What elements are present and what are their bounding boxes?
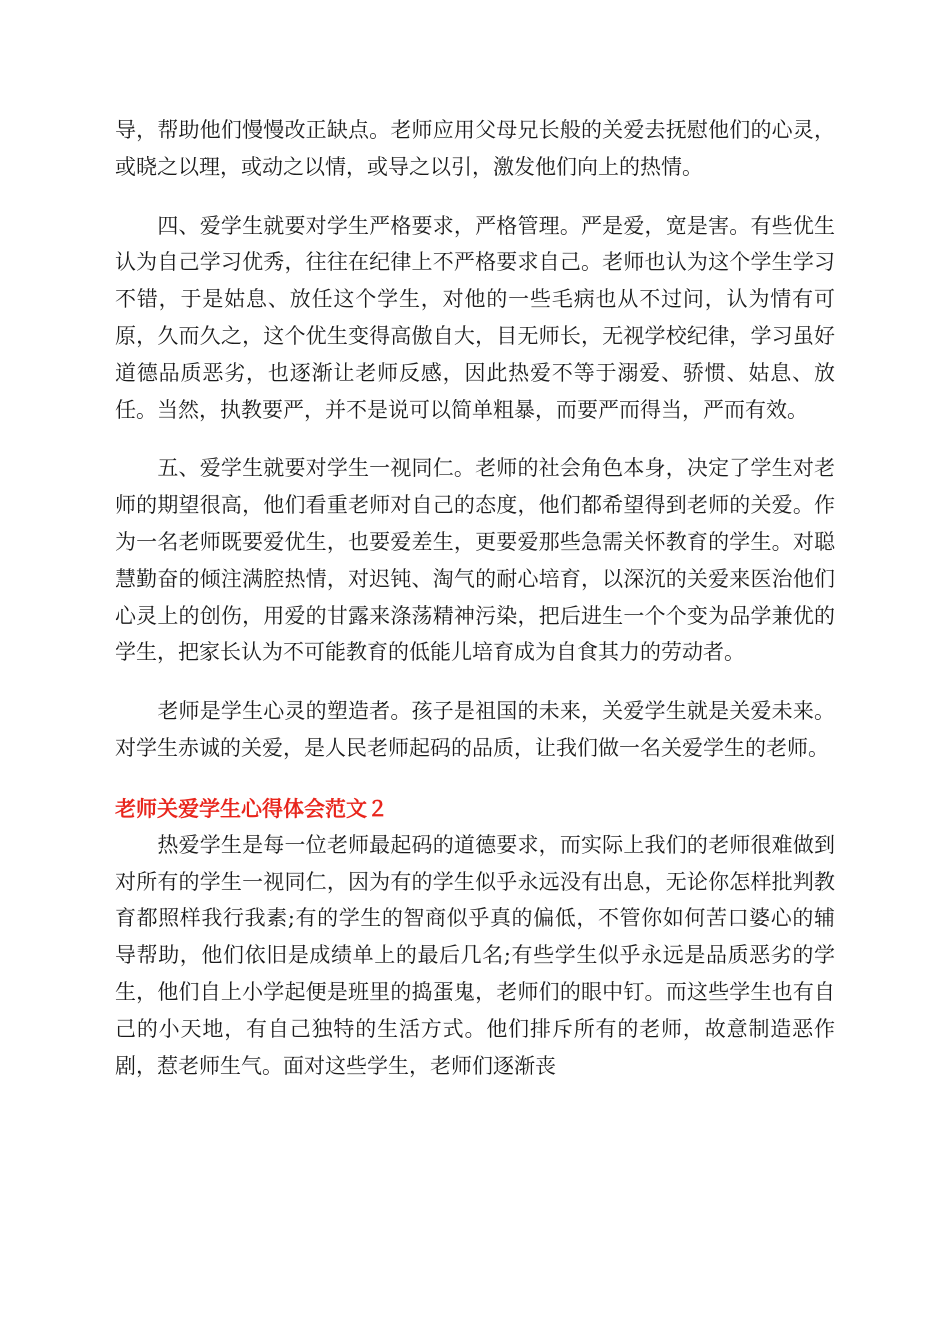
paragraph-point-five: 五、爱学生就要对学生一视同仁。老师的社会角色本身，决定了学生对老师的期望很高，他们看重老师对自己的态度，他们都希望得到老师的关爱。作为一名老师既要爱优生，也要爱差生，更要爱那些急需关怀教育的学生。对聪慧勤奋的倾注满腔热情，对迟钝、淘气的耐心培育，以深沉的关爱来医治他们心灵上的创伤，用爱的甘露来涤荡精神污染，把后进生一个个变为品学兼优的学生，把家长认为不可能教育的低能儿培育成为自食其力的劳动者。	[115, 456, 835, 665]
paragraph-continuation: 导，帮助他们慢慢改正缺点。老师应用父母兄长般的关爱去抚慰他们的心灵，或晓之以理，或动之以情，或导之以引，激发他们向上的热情。	[115, 118, 835, 179]
paragraph-point-four: 四、爱学生就要对学生严格要求，严格管理。严是爱，宽是害。有些优生认为自己学习优秀，往往在纪律上不严格要求自己。老师也认为这个学生学习不错，于是姑息、放任这个学生，对他的一些毛病也从不过问，认为情有可原，久而久之，这个优生变得高傲自大，目无师长，无视学校纪律，学习虽好道德品质恶劣，也逐渐让老师反感，因此热爱不等于溺爱、骄惯、姑息、放任。当然，执教要严，并不是说可以简单粗暴，而要严而得当，严而有效。	[115, 213, 835, 422]
paragraph-conclusion: 老师是学生心灵的塑造者。孩子是祖国的未来，关爱学生就是关爱未来。对学生赤诚的关爱，是人民老师起码的品质，让我们做一名关爱学生的老师。	[115, 699, 835, 760]
document-page	[115, 112, 835, 1084]
section-heading: 老师关爱学生心得体会范文２	[115, 796, 388, 821]
paragraph-section-two: 热爱学生是每一位老师最起码的道德要求，而实际上我们的老师很难做到对所有的学生一视同仁，因为有的学生似乎永远没有出息，无论你怎样批判教育都照样我行我素;有的学生的智商似乎真的偏低，不管你如何苦口婆心的辅导帮助，他们依旧是成绩单上的最后几名;有些学生似乎永远是品质恶劣的学生，他们自上小学起便是班里的捣蛋鬼，老师们的眼中钉。而这些学生也有自己的小天地，有自己独特的生活方式。他们排斥所有的老师，故意制造恶作剧，惹老师生气。面对这些学生，老师们逐渐丧	[115, 832, 835, 1078]
